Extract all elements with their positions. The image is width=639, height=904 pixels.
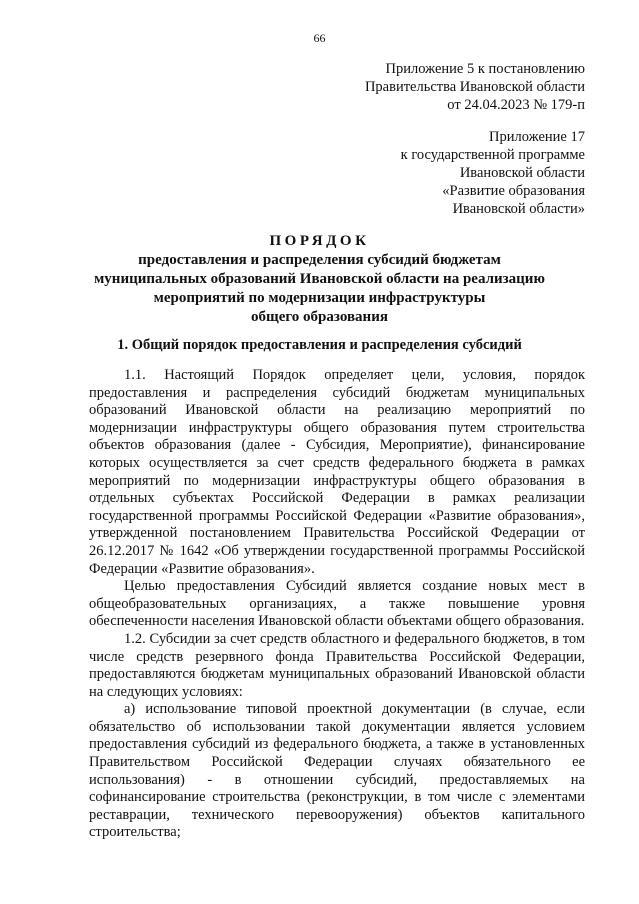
document-title-word: ПОРЯДОК bbox=[269, 233, 370, 249]
appendix-decree-line: Приложение 5 к постановлению bbox=[385, 61, 585, 77]
document-title-line: муниципальных образований Ивановской области на реализацию bbox=[94, 271, 545, 287]
appendix-program-line: к государственной программе bbox=[400, 147, 585, 163]
appendix-program-line: «Развитие образования bbox=[442, 183, 585, 199]
appendix-program-line: Приложение 17 bbox=[489, 129, 585, 145]
appendix-decree-line: от 24.04.2023 № 179-п bbox=[447, 97, 585, 113]
document-title-line: общего образования bbox=[251, 309, 388, 325]
section-heading: 1. Общий порядок предоставления и распределения субсидий bbox=[117, 337, 522, 353]
document-title-line: предоставления и распределения субсидий бюджетам bbox=[138, 252, 501, 268]
appendix-decree-reference bbox=[265, 60, 585, 114]
appendix-decree-line: Правительства Ивановской области bbox=[364, 79, 585, 95]
appendix-program-reference bbox=[265, 128, 585, 218]
page-number: 66 bbox=[313, 31, 326, 45]
paragraph: Целью предоставления Субсидий является создание новых мест в общеобразовательных организациях, а также повышение уровня обеспеченности населения Ивановской области объектами общего образования. bbox=[89, 578, 585, 630]
paragraph: а) использование типовой проектной документации (в случае, если обязательство об использовании такой документации является условием предоставления субсидий из федерального бюджета, а также в установленных Правительством Российской Федерации случаях обязательного ее использования) - в отношении субсидий, предоставляемых на софинансирование строительства (реконструкции, в том числе с элементами реставрации, технического перевооружения) объектов капитального строительства; bbox=[89, 701, 585, 841]
paragraph: 1.2. Субсидии за счет средств областного и федерального бюджетов, в том числе средств резервного фонда Правительства Российской Федерации, предоставляются бюджетам муниципальных образований Ивановской области на следующих условиях: bbox=[89, 630, 585, 700]
document-title bbox=[0, 232, 639, 327]
document-title-line: мероприятий по модернизации инфраструктуры bbox=[153, 290, 486, 306]
appendix-program-line: Ивановской области bbox=[459, 165, 585, 181]
paragraph: 1.1. Настоящий Порядок определяет цели, условия, порядок предоставления и распределения субсидий бюджетам муниципальных образований Ивановской области на реализацию мероприятий по модернизации инфраструктуры общего образования путем строительства объектов образования (далее - Субсидия, Мероприятие), финансирование которых осуществляется за счет средств федерального бюджета в рамках мероприятий по модернизации инфраструктуры общего образования в отдельных субъектах Российской Федерации в рамках реализации государственной программы Российской Федерации «Развитие образования», утвержденной постановлением Правительства Российской Федерации от 26.12.2017 № 1642 «Об утверждении государственной программы Российской Федерации «Развитие образования». bbox=[89, 367, 585, 577]
appendix-program-line: Ивановской области» bbox=[452, 201, 585, 217]
document-body bbox=[89, 367, 585, 842]
